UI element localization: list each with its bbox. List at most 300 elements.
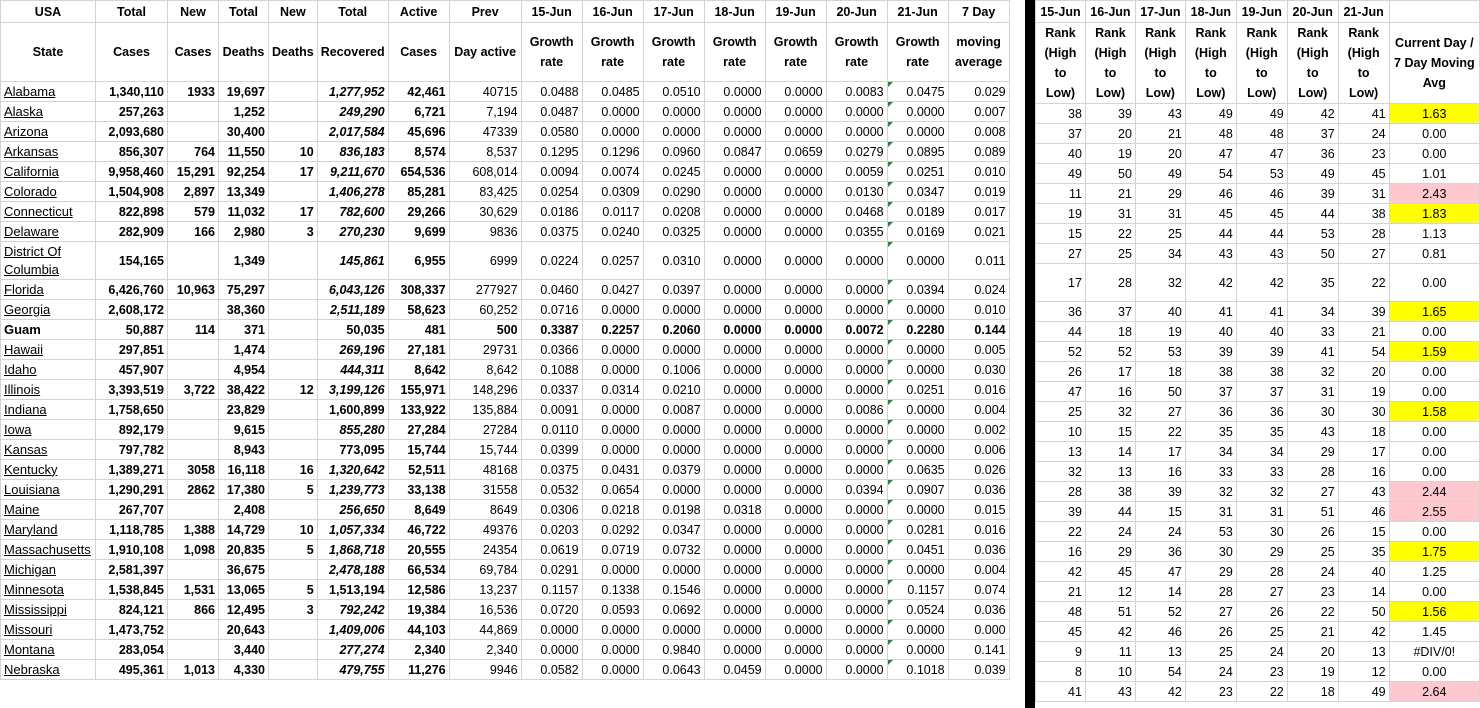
state-link[interactable]: Alabama bbox=[1, 82, 96, 102]
active-cases-cell: 58,623 bbox=[388, 300, 449, 320]
state-link[interactable]: Maine bbox=[1, 500, 96, 520]
rank-cell: 48 bbox=[1236, 124, 1287, 144]
state-link[interactable]: Minnesota bbox=[1, 580, 96, 600]
growth-rate-cell: 0.0643 bbox=[643, 660, 704, 680]
rank-cell: 32 bbox=[1287, 362, 1338, 382]
active-cases-cell: 9,699 bbox=[388, 222, 449, 242]
current-day-ratio-cell: 1.65 bbox=[1389, 302, 1479, 322]
growth-rate-cell: 0.0720 bbox=[521, 600, 582, 620]
total-deaths-cell: 11,032 bbox=[219, 202, 269, 222]
total-deaths-cell: 38,422 bbox=[219, 380, 269, 400]
new-deaths-cell bbox=[269, 102, 318, 122]
rank-column-header bbox=[1389, 1, 1479, 23]
growth-rate-cell: 0.0000 bbox=[704, 280, 765, 300]
column-header: 20-Jun bbox=[826, 1, 887, 23]
active-cases-cell: 133,922 bbox=[388, 400, 449, 420]
rank-cell: 32 bbox=[1036, 462, 1086, 482]
rank-cell: 17 bbox=[1135, 442, 1185, 462]
prev-day-active-cell: 44,869 bbox=[449, 620, 521, 640]
prev-day-active-cell: 47339 bbox=[449, 122, 521, 142]
growth-rate-cell: 0.0000 bbox=[765, 242, 826, 280]
growth-rate-cell: 0.0000 bbox=[704, 162, 765, 182]
moving-average-cell: 0.036 bbox=[948, 540, 1009, 560]
rank-cell: 27 bbox=[1135, 402, 1185, 422]
growth-rate-cell: 0.0000 bbox=[826, 580, 887, 600]
rank-cell: 54 bbox=[1135, 662, 1185, 682]
moving-average-cell: 0.039 bbox=[948, 660, 1009, 680]
state-link[interactable]: Kansas bbox=[1, 440, 96, 460]
new-deaths-cell: 10 bbox=[269, 142, 318, 162]
growth-rate-cell: 0.0000 bbox=[643, 440, 704, 460]
new-cases-cell: 3,722 bbox=[168, 380, 219, 400]
growth-rate-cell: 0.0292 bbox=[582, 520, 643, 540]
recovered-cell: 2,478,188 bbox=[317, 560, 388, 580]
state-link[interactable]: Montana bbox=[1, 640, 96, 660]
rank-cell: 39 bbox=[1135, 482, 1185, 502]
rank-cell: 34 bbox=[1287, 302, 1338, 322]
rank-cell: 47 bbox=[1236, 144, 1287, 164]
active-cases-cell: 45,696 bbox=[388, 122, 449, 142]
rank-cell: 40 bbox=[1185, 322, 1236, 342]
rank-cell: 35 bbox=[1287, 264, 1338, 302]
growth-rate-cell: 0.0000 bbox=[887, 122, 948, 142]
table-row bbox=[1, 280, 1010, 300]
growth-rate-cell: 0.0318 bbox=[704, 500, 765, 520]
rank-cell: 13 bbox=[1036, 442, 1086, 462]
state-link[interactable]: Guam bbox=[1, 320, 96, 340]
growth-rate-cell: 0.0000 bbox=[826, 280, 887, 300]
rank-cell: 18 bbox=[1287, 682, 1338, 702]
state-link[interactable]: Indiana bbox=[1, 400, 96, 420]
prev-day-active-cell: 48168 bbox=[449, 460, 521, 480]
state-link[interactable]: California bbox=[1, 162, 96, 182]
state-link[interactable]: Arkansas bbox=[1, 142, 96, 162]
growth-rate-cell: 0.0000 bbox=[704, 182, 765, 202]
total-cases-cell: 50,887 bbox=[96, 320, 168, 340]
growth-rate-cell: 0.0960 bbox=[643, 142, 704, 162]
rank-cell: 20 bbox=[1135, 144, 1185, 164]
total-cases-cell: 3,393,519 bbox=[96, 380, 168, 400]
rank-row bbox=[1036, 104, 1480, 124]
moving-average-cell: 0.036 bbox=[948, 600, 1009, 620]
column-header: Total bbox=[317, 1, 388, 23]
growth-rate-cell: 0.0000 bbox=[582, 560, 643, 580]
total-deaths-cell: 38,360 bbox=[219, 300, 269, 320]
moving-average-cell: 0.036 bbox=[948, 480, 1009, 500]
new-cases-cell: 3058 bbox=[168, 460, 219, 480]
growth-rate-cell: 0.0000 bbox=[765, 420, 826, 440]
table-row bbox=[1, 540, 1010, 560]
rank-cell: 19 bbox=[1338, 382, 1389, 402]
new-cases-cell: 1,098 bbox=[168, 540, 219, 560]
rank-cell: 25 bbox=[1236, 622, 1287, 642]
rank-cell: 53 bbox=[1236, 164, 1287, 184]
rank-cell: 24 bbox=[1338, 124, 1389, 144]
recovered-cell: 1,868,718 bbox=[317, 540, 388, 560]
rank-cell: 37 bbox=[1287, 124, 1338, 144]
rank-row bbox=[1036, 422, 1480, 442]
growth-rate-cell: 0.0000 bbox=[704, 540, 765, 560]
state-link[interactable]: Hawaii bbox=[1, 340, 96, 360]
total-cases-cell: 1,118,785 bbox=[96, 520, 168, 540]
new-deaths-cell: 5 bbox=[269, 480, 318, 500]
rank-cell: 31 bbox=[1236, 502, 1287, 522]
growth-rate-cell: 0.0110 bbox=[521, 420, 582, 440]
growth-rate-cell: 0.0000 bbox=[704, 360, 765, 380]
recovered-cell: 1,057,334 bbox=[317, 520, 388, 540]
rank-cell: 37 bbox=[1085, 302, 1135, 322]
new-cases-cell bbox=[168, 560, 219, 580]
rank-cell: 24 bbox=[1085, 522, 1135, 542]
moving-average-cell: 0.029 bbox=[948, 82, 1009, 102]
growth-rate-cell: 0.0000 bbox=[887, 300, 948, 320]
prev-day-active-cell: 8,642 bbox=[449, 360, 521, 380]
new-deaths-cell bbox=[269, 500, 318, 520]
total-deaths-cell: 30,400 bbox=[219, 122, 269, 142]
rank-cell: 43 bbox=[1236, 244, 1287, 264]
new-deaths-cell: 5 bbox=[269, 540, 318, 560]
growth-rate-cell: 0.1157 bbox=[521, 580, 582, 600]
state-link[interactable]: District Of Columbia bbox=[1, 242, 96, 280]
growth-rate-cell: 0.0000 bbox=[887, 560, 948, 580]
growth-rate-cell: 0.0000 bbox=[582, 660, 643, 680]
growth-rate-cell: 0.0000 bbox=[582, 360, 643, 380]
growth-rate-cell: 0.0000 bbox=[826, 102, 887, 122]
new-cases-cell: 2862 bbox=[168, 480, 219, 500]
rank-cell: 44 bbox=[1287, 204, 1338, 224]
recovered-cell: 3,199,126 bbox=[317, 380, 388, 400]
growth-rate-cell: 0.9840 bbox=[643, 640, 704, 660]
prev-day-active-cell: 13,237 bbox=[449, 580, 521, 600]
state-link[interactable]: Florida bbox=[1, 280, 96, 300]
new-deaths-cell: 12 bbox=[269, 380, 318, 400]
rank-cell: 24 bbox=[1287, 562, 1338, 582]
growth-rate-cell: 0.0000 bbox=[704, 380, 765, 400]
current-day-ratio-cell: 1.25 bbox=[1389, 562, 1479, 582]
moving-average-cell: 0.026 bbox=[948, 460, 1009, 480]
moving-average-cell: 0.011 bbox=[948, 242, 1009, 280]
recovered-cell: 1,277,952 bbox=[317, 82, 388, 102]
rank-cell: 23 bbox=[1185, 682, 1236, 702]
rank-cell: 21 bbox=[1338, 322, 1389, 342]
state-link[interactable]: Nebraska bbox=[1, 660, 96, 680]
current-day-ratio-cell: 0.00 bbox=[1389, 522, 1479, 542]
new-deaths-cell: 5 bbox=[269, 580, 318, 600]
growth-rate-cell: 0.0532 bbox=[521, 480, 582, 500]
growth-rate-cell: 0.0000 bbox=[582, 340, 643, 360]
recovered-cell: 256,650 bbox=[317, 500, 388, 520]
total-cases-cell: 797,782 bbox=[96, 440, 168, 460]
column-header: 21-Jun bbox=[887, 1, 948, 23]
rank-cell: 8 bbox=[1036, 662, 1086, 682]
column-header: 17-Jun bbox=[643, 1, 704, 23]
prev-day-active-cell: 29731 bbox=[449, 340, 521, 360]
table-row bbox=[1, 440, 1010, 460]
total-cases-cell: 154,165 bbox=[96, 242, 168, 280]
prev-day-active-cell: 9946 bbox=[449, 660, 521, 680]
moving-average-cell: 0.010 bbox=[948, 300, 1009, 320]
rank-column-header: 16-Jun bbox=[1085, 1, 1135, 23]
rank-cell: 44 bbox=[1036, 322, 1086, 342]
total-cases-cell: 282,909 bbox=[96, 222, 168, 242]
state-link[interactable]: Michigan bbox=[1, 560, 96, 580]
rank-cell: 13 bbox=[1135, 642, 1185, 662]
current-day-ratio-cell: 0.00 bbox=[1389, 422, 1479, 442]
total-deaths-cell: 1,474 bbox=[219, 340, 269, 360]
growth-rate-cell: 0.0000 bbox=[704, 600, 765, 620]
active-cases-cell: 33,138 bbox=[388, 480, 449, 500]
growth-rate-cell: 0.0000 bbox=[521, 640, 582, 660]
state-link[interactable]: Delaware bbox=[1, 222, 96, 242]
state-link[interactable]: Idaho bbox=[1, 360, 96, 380]
growth-rate-cell: 0.0000 bbox=[826, 420, 887, 440]
growth-rate-cell: 0.0000 bbox=[826, 380, 887, 400]
growth-rate-cell: 0.0251 bbox=[887, 380, 948, 400]
current-day-ratio-cell: 1.45 bbox=[1389, 622, 1479, 642]
new-cases-cell: 15,291 bbox=[168, 162, 219, 182]
rank-column-header: 20-Jun bbox=[1287, 1, 1338, 23]
growth-rate-cell: 0.0000 bbox=[826, 340, 887, 360]
state-link[interactable]: Illinois bbox=[1, 380, 96, 400]
prev-day-active-cell: 277927 bbox=[449, 280, 521, 300]
growth-rate-cell: 0.0130 bbox=[826, 182, 887, 202]
moving-average-cell: 0.006 bbox=[948, 440, 1009, 460]
current-day-ratio-cell: 2.64 bbox=[1389, 682, 1479, 702]
rank-cell: 31 bbox=[1338, 184, 1389, 204]
table-row bbox=[1, 560, 1010, 580]
state-link[interactable]: Alaska bbox=[1, 102, 96, 122]
state-link[interactable]: Mississippi bbox=[1, 600, 96, 620]
moving-average-cell: 0.000 bbox=[948, 620, 1009, 640]
growth-rate-cell: 0.0347 bbox=[887, 182, 948, 202]
rank-cell: 31 bbox=[1185, 502, 1236, 522]
rank-cell: 38 bbox=[1236, 362, 1287, 382]
rank-cell: 30 bbox=[1287, 402, 1338, 422]
new-cases-cell bbox=[168, 420, 219, 440]
growth-rate-cell: 0.0000 bbox=[765, 102, 826, 122]
growth-rate-cell: 0.0000 bbox=[826, 360, 887, 380]
state-link[interactable]: Kentucky bbox=[1, 460, 96, 480]
growth-rate-cell: 0.0000 bbox=[521, 620, 582, 640]
active-cases-cell: 8,574 bbox=[388, 142, 449, 162]
recovered-cell: 1,600,899 bbox=[317, 400, 388, 420]
new-cases-cell bbox=[168, 360, 219, 380]
column-header: 18-Jun bbox=[704, 1, 765, 23]
active-cases-cell: 46,722 bbox=[388, 520, 449, 540]
growth-rate-cell: 0.0847 bbox=[704, 142, 765, 162]
prev-day-active-cell: 24354 bbox=[449, 540, 521, 560]
total-deaths-cell: 4,954 bbox=[219, 360, 269, 380]
rank-cell: 26 bbox=[1287, 522, 1338, 542]
rank-cell: 38 bbox=[1185, 362, 1236, 382]
state-link[interactable]: Maryland bbox=[1, 520, 96, 540]
rank-cell: 27 bbox=[1036, 244, 1086, 264]
state-link[interactable]: Louisiana bbox=[1, 480, 96, 500]
rank-cell: 12 bbox=[1085, 582, 1135, 602]
state-link[interactable]: Missouri bbox=[1, 620, 96, 640]
prev-day-active-cell: 83,425 bbox=[449, 182, 521, 202]
column-separator bbox=[1025, 0, 1035, 708]
rank-cell: 29 bbox=[1287, 442, 1338, 462]
column-header: 19-Jun bbox=[765, 1, 826, 23]
rank-row bbox=[1036, 164, 1480, 184]
growth-rate-cell: 0.1296 bbox=[582, 142, 643, 162]
growth-rate-cell: 0.0397 bbox=[643, 280, 704, 300]
rank-cell: 49 bbox=[1338, 682, 1389, 702]
total-deaths-cell: 17,380 bbox=[219, 480, 269, 500]
growth-rate-cell: 0.0083 bbox=[826, 82, 887, 102]
state-link[interactable]: Colorado bbox=[1, 182, 96, 202]
rank-column-header: 17-Jun bbox=[1135, 1, 1185, 23]
recovered-cell: 1,239,773 bbox=[317, 480, 388, 500]
rank-row bbox=[1036, 502, 1480, 522]
growth-rate-cell: 0.0399 bbox=[521, 440, 582, 460]
growth-rate-cell: 0.0000 bbox=[765, 520, 826, 540]
total-cases-cell: 1,290,291 bbox=[96, 480, 168, 500]
rank-cell: 36 bbox=[1287, 144, 1338, 164]
growth-rate-cell: 0.0087 bbox=[643, 400, 704, 420]
rank-cell: 14 bbox=[1135, 582, 1185, 602]
prev-day-active-cell: 7,194 bbox=[449, 102, 521, 122]
moving-average-cell: 0.089 bbox=[948, 142, 1009, 162]
growth-rate-cell: 0.0000 bbox=[704, 222, 765, 242]
rank-cell: 26 bbox=[1185, 622, 1236, 642]
rank-cell: 53 bbox=[1287, 224, 1338, 244]
new-deaths-cell bbox=[269, 660, 318, 680]
table-row bbox=[1, 400, 1010, 420]
growth-rate-cell: 0.0337 bbox=[521, 380, 582, 400]
moving-average-cell: 0.002 bbox=[948, 420, 1009, 440]
active-cases-cell: 52,511 bbox=[388, 460, 449, 480]
rank-cell: 44 bbox=[1085, 502, 1135, 522]
rank-row bbox=[1036, 582, 1480, 602]
new-deaths-cell bbox=[269, 300, 318, 320]
rank-column-header: 19-Jun bbox=[1236, 1, 1287, 23]
rank-cell: 10 bbox=[1036, 422, 1086, 442]
prev-day-active-cell: 500 bbox=[449, 320, 521, 340]
rank-row bbox=[1036, 442, 1480, 462]
prev-day-active-cell: 40715 bbox=[449, 82, 521, 102]
prev-day-active-cell: 148,296 bbox=[449, 380, 521, 400]
active-cases-cell: 155,971 bbox=[388, 380, 449, 400]
rank-cell: 49 bbox=[1287, 164, 1338, 184]
new-deaths-cell bbox=[269, 360, 318, 380]
state-link[interactable]: Massachusetts bbox=[1, 540, 96, 560]
growth-rate-cell: 0.0619 bbox=[521, 540, 582, 560]
total-deaths-cell: 23,829 bbox=[219, 400, 269, 420]
active-cases-cell: 8,649 bbox=[388, 500, 449, 520]
growth-rate-cell: 0.0000 bbox=[582, 640, 643, 660]
rank-cell: 43 bbox=[1135, 104, 1185, 124]
new-deaths-cell bbox=[269, 620, 318, 640]
growth-rate-cell: 0.0000 bbox=[765, 320, 826, 340]
rank-cell: 18 bbox=[1085, 322, 1135, 342]
rank-cell: 16 bbox=[1338, 462, 1389, 482]
table-row bbox=[1, 380, 1010, 400]
prev-day-active-cell: 8,537 bbox=[449, 142, 521, 162]
table-row bbox=[1, 520, 1010, 540]
rank-cell: 18 bbox=[1338, 422, 1389, 442]
growth-rate-cell: 0.0347 bbox=[643, 520, 704, 540]
rank-cell: 17 bbox=[1338, 442, 1389, 462]
rank-cell: 42 bbox=[1085, 622, 1135, 642]
rank-cell: 49 bbox=[1236, 104, 1287, 124]
moving-average-cell: 0.021 bbox=[948, 222, 1009, 242]
rank-cell: 44 bbox=[1185, 224, 1236, 244]
new-deaths-cell: 3 bbox=[269, 222, 318, 242]
rank-column-subheader: Rank (High to Low) bbox=[1036, 23, 1086, 104]
new-cases-cell: 764 bbox=[168, 142, 219, 162]
state-link[interactable]: Georgia bbox=[1, 300, 96, 320]
prev-day-active-cell: 69,784 bbox=[449, 560, 521, 580]
total-deaths-cell: 4,330 bbox=[219, 660, 269, 680]
table-row bbox=[1, 102, 1010, 122]
rank-cell: 50 bbox=[1287, 244, 1338, 264]
growth-rate-cell: 0.0000 bbox=[704, 640, 765, 660]
growth-rate-cell: 0.1088 bbox=[521, 360, 582, 380]
table-row bbox=[1, 162, 1010, 182]
growth-rate-cell: 0.0000 bbox=[765, 460, 826, 480]
recovered-cell: 50,035 bbox=[317, 320, 388, 340]
state-link[interactable]: Arizona bbox=[1, 122, 96, 142]
recovered-cell: 6,043,126 bbox=[317, 280, 388, 300]
moving-average-cell: 0.004 bbox=[948, 400, 1009, 420]
rank-cell: 29 bbox=[1085, 542, 1135, 562]
prev-day-active-cell: 135,884 bbox=[449, 400, 521, 420]
new-deaths-cell bbox=[269, 440, 318, 460]
new-cases-cell: 579 bbox=[168, 202, 219, 222]
column-header: New bbox=[168, 1, 219, 23]
growth-rate-cell: 0.0355 bbox=[826, 222, 887, 242]
rank-cell: 22 bbox=[1135, 422, 1185, 442]
total-deaths-cell: 371 bbox=[219, 320, 269, 340]
rank-cell: 37 bbox=[1236, 382, 1287, 402]
growth-rate-cell: 0.0000 bbox=[582, 400, 643, 420]
total-deaths-cell: 20,835 bbox=[219, 540, 269, 560]
rank-cell: 30 bbox=[1236, 522, 1287, 542]
total-deaths-cell: 8,943 bbox=[219, 440, 269, 460]
rank-cell: 48 bbox=[1185, 124, 1236, 144]
rank-cell: 11 bbox=[1036, 184, 1086, 204]
growth-rate-cell: 0.1338 bbox=[582, 580, 643, 600]
prev-day-active-cell: 9836 bbox=[449, 222, 521, 242]
rank-cell: 25 bbox=[1135, 224, 1185, 244]
rank-cell: 21 bbox=[1287, 622, 1338, 642]
moving-average-cell: 0.016 bbox=[948, 380, 1009, 400]
new-deaths-cell bbox=[269, 420, 318, 440]
moving-average-cell: 0.024 bbox=[948, 280, 1009, 300]
growth-rate-cell: 0.0000 bbox=[765, 222, 826, 242]
rank-column-header: 15-Jun bbox=[1036, 1, 1086, 23]
rank-cell: 51 bbox=[1287, 502, 1338, 522]
total-cases-cell: 1,504,908 bbox=[96, 182, 168, 202]
growth-rate-cell: 0.0582 bbox=[521, 660, 582, 680]
current-day-ratio-cell: 1.01 bbox=[1389, 164, 1479, 184]
growth-rate-cell: 0.0254 bbox=[521, 182, 582, 202]
recovered-cell: 1,513,194 bbox=[317, 580, 388, 600]
growth-rate-cell: 0.0475 bbox=[887, 82, 948, 102]
rank-cell: 31 bbox=[1135, 204, 1185, 224]
current-day-ratio-cell: 0.00 bbox=[1389, 662, 1479, 682]
total-cases-cell: 2,093,680 bbox=[96, 122, 168, 142]
growth-rate-cell: 0.0186 bbox=[521, 202, 582, 222]
state-link[interactable]: Connecticut bbox=[1, 202, 96, 222]
column-header: Prev bbox=[449, 1, 521, 23]
growth-rate-cell: 0.0459 bbox=[704, 660, 765, 680]
state-link[interactable]: Iowa bbox=[1, 420, 96, 440]
rank-cell: 14 bbox=[1085, 442, 1135, 462]
new-deaths-cell: 17 bbox=[269, 202, 318, 222]
